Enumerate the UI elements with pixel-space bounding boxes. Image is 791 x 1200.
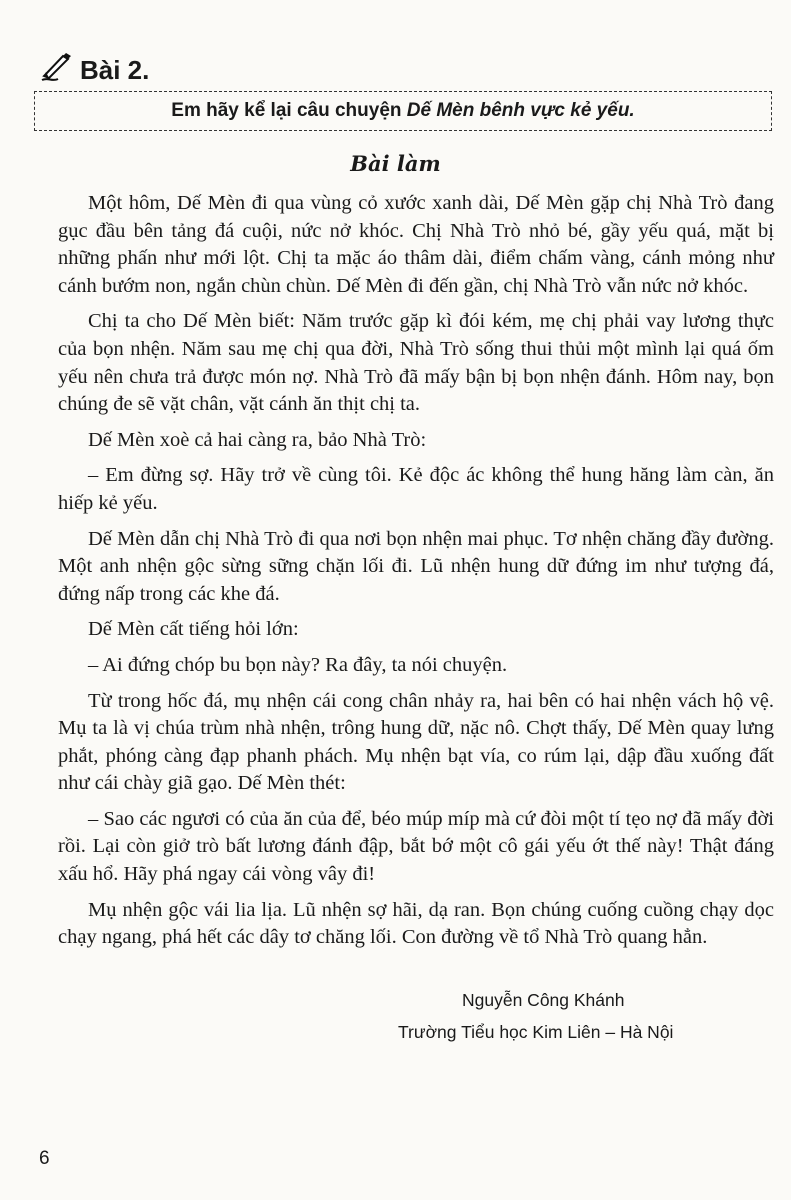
exercise-prompt: [34, 91, 772, 131]
paragraph: Mụ nhện gộc vái lia lịa. Lũ nhện sợ hãi, dạ ran. Bọn chúng cuống cuồng chạy dọc chạy ngang, phá hết các dây tơ chăng lối. Con đường về tổ Nhà Trò quang hẳn.: [58, 898, 774, 949]
paragraph: Từ trong hốc đá, mụ nhện cái cong chân nhảy ra, hai bên có hai nhện vách hộ vệ. Mụ ta là vị chúa trùm nhà nhện, trông hung dữ, nặc nô. Chợt thấy, Dế Mèn quay lưng phắt, phóng càng đạp phanh phách. Mụ nhện bạt vía, co rúm lại, dập đầu xuống đất như cái chày giã gạo. Dế Mèn thét:: [58, 689, 774, 795]
paragraph: Dế Mèn xoè cả hai càng ra, bảo Nhà Trò:: [88, 428, 427, 451]
paragraph: Chị ta cho Dế Mèn biết: Năm trước gặp kì đói kém, mẹ chị phải vay lương thực của bọn nhện. Năm sau mẹ chị qua đời, Nhà Trò sống thui thủi một mình lại quá ốm yếu nên chưa trả được món nợ. Nhà Trò đã mấy bận bị bọn nhện đánh. Hôm nay, bọn chúng đe sẽ vặt chân, vặt cánh ăn thịt chị ta.: [58, 310, 774, 416]
exercise-heading: [40, 52, 149, 89]
exercise-title: Bài 2.: [80, 55, 150, 85]
paragraph: Dế Mèn dẫn chị Nhà Trò đi qua nơi bọn nhện mai phục. Tơ nhện chăng đầy đường. Một anh nhện gộc sừng sững chặn lối đi. Lũ nhện hung dữ đứng im như tượng đá, đứng nấp trong các khe đá.: [58, 527, 774, 605]
paragraph: – Em đừng sợ. Hãy trở về cùng tôi. Kẻ độc ác không thể hung hăng làm càn, ăn hiếp kẻ yếu.: [58, 464, 774, 514]
prompt-story-title: Dế Mèn bênh vực kẻ yếu.: [406, 100, 635, 121]
prompt-lead: Em hãy kể lại câu chuyện: [171, 100, 407, 121]
paragraph: Một hôm, Dế Mèn đi qua vùng cỏ xước xanh dài, Dế Mèn gặp chị Nhà Trò đang gục đầu bên tảng đá cuội, nức nở khóc. Chị Nhà Trò nhỏ bé, gầy yếu quá, mặt bị những phấn như mới lột. Chị ta mặc áo thâm dài, điểm chấm vàng, cánh mỏng như cánh bướm non, ngắn chùn chùn. Dế Mèn đi đến gần, chị Nhà Trò vẫn nức nở khóc.: [58, 192, 774, 297]
essay-heading: Bài làm: [350, 151, 441, 176]
paragraph: – Sao các ngươi có của ăn của để, béo múp míp mà cứ đòi một tí tẹo nợ đã mấy đời rồi. Lại còn giở trò bất lương đánh đập, bắt bớ một cô gái yếu ớt thế này! Thật đáng xấu hổ. Hãy phá ngay cái vòng vây đi!: [58, 807, 774, 886]
author-school: Trường Tiểu học Kim Liên – Hà Nội: [398, 1022, 674, 1042]
paragraph: Dế Mèn cất tiếng hỏi lớn:: [88, 618, 299, 641]
essay-body: [58, 190, 774, 960]
paragraph: – Ai đứng chóp bu bọn này? Ra đây, ta nói chuyện.: [88, 653, 508, 676]
author-name: Nguyễn Công Khánh: [462, 990, 625, 1010]
pencil-writing-icon: [40, 52, 74, 89]
page-number: 6: [39, 1148, 50, 1169]
